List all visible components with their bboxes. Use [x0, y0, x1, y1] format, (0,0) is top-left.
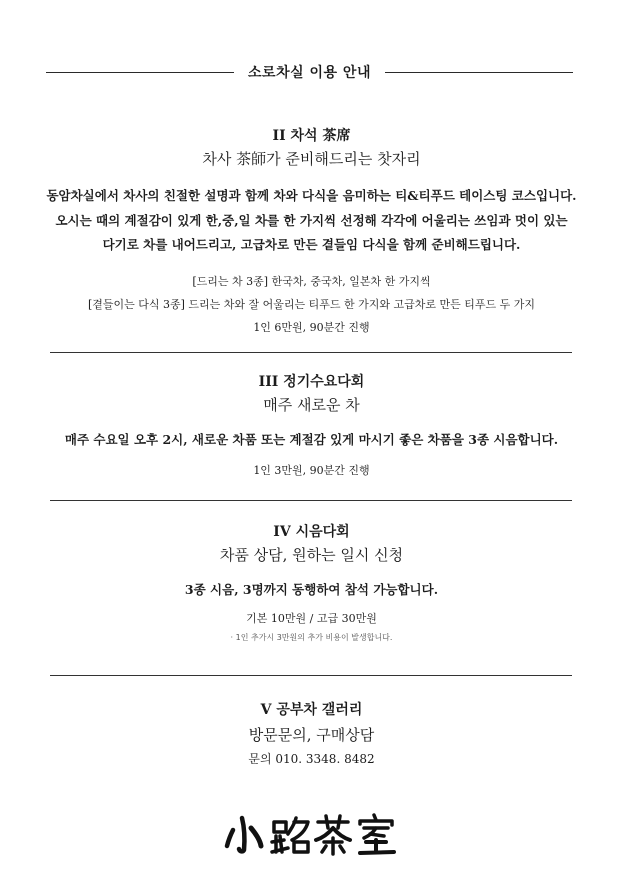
- section-divider: [50, 352, 572, 353]
- section-title: III 정기수요다회: [258, 374, 365, 390]
- section-subtitle: 차사 茶師가 준비해드리는 찻자리: [202, 150, 421, 168]
- page-title: 소로차실 이용 안내: [248, 65, 371, 81]
- body-line: 3종 시음, 3명까지 동행하여 참석 가능합니다.: [184, 582, 439, 597]
- body-line: 매주 수요일 오후 2시, 새로운 차품 또는 계절감 있게 마시기 좋은 차품을 3종 시음합니다.: [64, 432, 559, 447]
- section-title: V 공부차 갤러리: [260, 702, 363, 718]
- section-subtitle: 매주 새로운 차: [263, 396, 360, 414]
- detail-line: [곁들이는 다식 3종] 드리는 차와 잘 어울리는 티푸드 한 가지와 고급차로 만든 티푸드 두 가지: [87, 297, 536, 311]
- section-tasting: [0, 522, 623, 644]
- detail-line: [드리는 차 3종] 한국차, 중국차, 일본차 한 가지씩: [192, 274, 431, 288]
- header-rule-right: [385, 72, 573, 73]
- calligraphy-logo: [224, 812, 400, 858]
- contact-phone: 문의 010. 3348. 8482: [248, 752, 375, 766]
- detail-line: 1인 3만원, 90분간 진행: [253, 463, 370, 477]
- body-line: 동암차실에서 차사의 친절한 설명과 함께 차와 다식을 음미하는 티&티푸드 테이스팅 코스입니다.: [46, 188, 577, 203]
- section-subtitle: 차품 상담, 원하는 일시 신청: [219, 546, 404, 564]
- section-divider: [50, 500, 572, 501]
- section-title: IV 시음다회: [273, 524, 350, 540]
- footnote: · 1인 추가시 3만원의 추가 비용이 발생합니다.: [230, 632, 393, 642]
- body-line: 오시는 때의 계절감이 있게 한,중,일 차를 한 가지씩 선정해 각각에 어울리는 쓰임과 멋이 있는: [55, 212, 568, 228]
- section-wednesday-tea: [0, 372, 623, 482]
- body-line: 다기로 차를 내어드리고, 고급차로 만든 곁들임 다식을 함께 준비해드립니다.: [102, 237, 521, 252]
- page-header: [46, 60, 573, 84]
- header-rule-left: [46, 72, 234, 73]
- section-subtitle: 방문문의, 구매상담: [248, 726, 375, 744]
- section-title: II 차석 茶席: [272, 128, 351, 144]
- detail-line: 기본 10만원 / 고급 30만원: [246, 611, 377, 625]
- detail-line: 1인 6만원, 90분간 진행: [253, 320, 370, 334]
- section-divider: [50, 675, 572, 676]
- section-tea-seat: [0, 126, 623, 339]
- section-gallery: [0, 700, 623, 771]
